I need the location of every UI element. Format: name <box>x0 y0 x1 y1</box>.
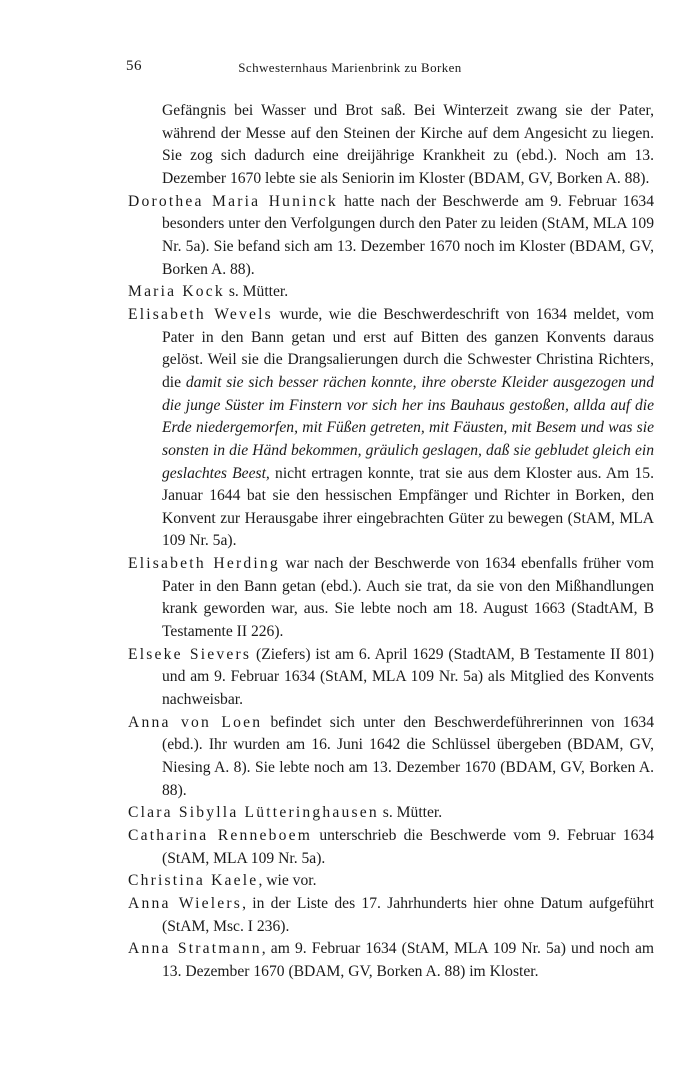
entry-name: Catharina Renneboem <box>128 827 313 844</box>
entry-text: (Ziefers) ist am 6. April 1629 (StadtAM, B Testamente II 801) und am 9. Februar 1634 (StAM, MLA 109 Nr. 5a) als Mitglied des Konvents nachweisbar. <box>162 645 654 709</box>
entry-quotation: damit sie sich besser rächen konnte, ihre oberste Kleider ausgezogen und die junge Süster im Finstern vor sich her ins Bauhaus gestoßen, allda auf die Erde niedergemorfen, mit Füßen getreten, mit Fäusten, mit Besem und was sie sonsten in die Händ bekommen, gräulich geslagen, daß sie gebludet gleich ein geslachtes Beest, <box>162 373 654 482</box>
register-entry <box>128 644 654 712</box>
register-entry <box>128 281 654 304</box>
entry-text: befindet sich unter den Beschwerdeführerinnen von 1634 (ebd.). Ihr wurden am 16. Juni 1642 die Schlüssel übergeben (BDAM, GV, Niesing A. 8). Sie lebte noch am 13. Dezember 1670 (BDAM, GV, Borken A. 88). <box>162 713 654 799</box>
register-entry <box>128 304 654 553</box>
continuation-text: Gefängnis bei Wasser und Brot saß. Bei Winterzeit zwang sie der Pater, während der Messe auf den Steinen der Kirche auf dem Angesicht zu liegen. Sie zog sich dadurch eine dreijährige Krankheit zu (ebd.). Noch am 13. Dezember 1670 lebte sie als Seniorin im Kloster (BDAM, GV, Borken A. 88). <box>162 102 654 187</box>
register-entry <box>128 893 654 938</box>
entry-name: Anna Stratmann <box>128 940 262 958</box>
entry-name: Anna von Loen <box>128 713 263 731</box>
entry-text: , am 9. Februar 1634 (StAM, MLA 109 Nr. 5a) und noch am 13. Dezember 1670 (BDAM, GV, Borken A. 88) im Kloster. <box>162 940 655 980</box>
entry-text: nicht ertragen konnte, trat sie aus dem Kloster aus. Am 15. Januar 1644 bat sie den hessischen Empfänger und Richter in Borken, den Konvent zur Herausgabe ihrer eingebrachten Güter zu bewegen (StAM, MLA 109 Nr. 5a). <box>162 464 654 550</box>
page-number: 56 <box>126 58 142 74</box>
register-entry <box>128 938 654 983</box>
register-entry <box>128 870 654 893</box>
page-header <box>126 58 574 80</box>
entry-name: Maria Kock <box>128 283 225 301</box>
register-entry <box>128 191 654 282</box>
entry-text: wurde, wie die Beschwerdeschrift von 1634 meldet, vom Pater in den Bann getan und erst auf Bitten des ganzen Konvents daraus gelöst. Weil sie die Drangsalierungen durch die Schwester Christina Richters, die <box>162 305 654 391</box>
register-entry <box>128 712 654 803</box>
entry-text: unterschrieb die Beschwerde vom 9. Februar 1634 (StAM, MLA 109 Nr. 5a). <box>162 827 654 867</box>
entry-name: Elisabeth Wevels <box>128 305 273 323</box>
entry-text: , in der Liste des 17. Jahrhunderts hier ohne Datum aufgeführt (StAM, Msc. I 236). <box>162 894 654 935</box>
entry-name: Dorothea Maria Huninck <box>128 192 338 210</box>
register-entry <box>128 553 654 644</box>
entry-text: s. Mütter. <box>224 283 289 301</box>
entry-name: Anna Wielers <box>128 894 243 912</box>
running-title: Schwesternhaus Marienbrink zu Borken <box>238 60 462 75</box>
continuation-paragraph <box>128 100 654 191</box>
entry-text: war nach der Beschwerde von 1634 ebenfalls früher vom Pater in den Bann getan (ebd.). Auch sie trat, da sie von den Mißhandlungen krank geworden war, aus. Sie lebte noch am 18. August 1663 (StadtAM, B Testamente II 226). <box>162 555 654 641</box>
entry-text: s. Mütter. <box>378 804 443 822</box>
entry-name: Elseke Sievers <box>128 645 252 663</box>
register-entry <box>128 825 654 870</box>
entry-name: Clara Sibylla Lütteringhausen <box>128 804 379 822</box>
entry-name: Christina Kaele <box>128 872 259 890</box>
main-text <box>128 100 654 984</box>
entry-text: , wie vor. <box>258 872 317 890</box>
register-entry <box>128 802 654 825</box>
entry-text: hatte nach der Beschwerde am 9. Februar 1634 besonders unter den Verfolgungen durch den Pater zu leiden (StAM, MLA 109 Nr. 5a). Sie befand sich am 13. Dezember 1670 noch im Kloster (BDAM, GV, Borken A. 88). <box>162 192 654 278</box>
entry-name: Elisabeth Herding <box>128 555 280 573</box>
